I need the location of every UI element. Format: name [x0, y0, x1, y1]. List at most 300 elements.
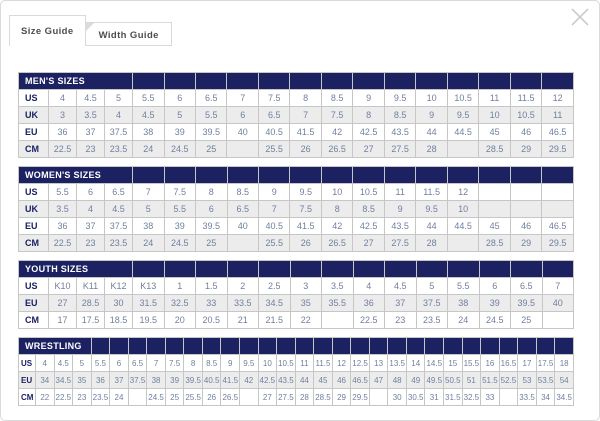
size-cell: 37 — [77, 124, 105, 141]
section-header-filler — [353, 261, 385, 278]
size-cell: 42.5 — [353, 124, 384, 141]
size-cell — [322, 312, 354, 329]
size-cell: 39.5 — [195, 124, 226, 141]
size-cell — [479, 184, 510, 201]
size-cell: 4.5 — [54, 355, 73, 372]
size-cell: 34.5 — [555, 389, 574, 406]
size-cell: 5 — [164, 107, 195, 124]
section-header-filler — [416, 167, 447, 184]
size-cell: 5 — [416, 278, 448, 295]
size-cell: 25.5 — [258, 235, 289, 252]
size-cell: 26.5 — [221, 389, 240, 406]
size-cell: 16 — [481, 355, 500, 372]
size-cell: 15.5 — [462, 355, 481, 372]
section-header-filler — [164, 261, 196, 278]
section-header-filler — [462, 338, 481, 355]
size-cell: 40.5 — [258, 124, 289, 141]
size-cell: 16.5 — [499, 355, 518, 372]
section-title: MEN'S SIZES — [19, 73, 133, 90]
section-header-filler — [259, 261, 291, 278]
size-cell: 22 — [36, 389, 55, 406]
size-cell: 24.5 — [147, 389, 166, 406]
size-cell: 42 — [321, 124, 352, 141]
size-cell: 31 — [425, 389, 444, 406]
size-cell: 37 — [385, 295, 417, 312]
size-cell — [499, 389, 518, 406]
youth-sizes-table — [18, 260, 574, 329]
section-header-filler — [510, 167, 541, 184]
row-label: EU — [19, 372, 36, 389]
size-cell: 27 — [353, 235, 384, 252]
section-header-filler — [353, 73, 384, 90]
size-cell: 17.5 — [536, 355, 555, 372]
size-cell: 26.5 — [321, 141, 352, 158]
size-cell: 6.5 — [195, 90, 226, 107]
women-s-sizes-table — [18, 166, 574, 252]
size-cell: 9.5 — [447, 107, 478, 124]
section-header-filler — [290, 167, 321, 184]
size-cell: 28.5 — [314, 389, 333, 406]
size-cell: 7 — [227, 90, 258, 107]
size-cell: 39 — [479, 295, 511, 312]
section-header-filler — [221, 338, 240, 355]
row-label: US — [19, 90, 49, 107]
size-cell: 23 — [77, 235, 105, 252]
section-header-filler — [416, 73, 447, 90]
size-cell: 27 — [353, 141, 384, 158]
size-cell — [447, 235, 478, 252]
size-cell: 31.5 — [444, 389, 463, 406]
size-cell: 10 — [321, 184, 352, 201]
size-cell: 7 — [290, 107, 321, 124]
size-cell: 4 — [77, 201, 105, 218]
size-cell: 10 — [258, 355, 277, 372]
section-header-filler — [290, 261, 322, 278]
size-cell: 29 — [332, 389, 351, 406]
size-cell: 27 — [258, 389, 277, 406]
row-label: UK — [19, 201, 49, 218]
size-cell: 6.5 — [227, 201, 258, 218]
size-cell: 10.5 — [447, 90, 478, 107]
size-cell: 6.5 — [128, 355, 147, 372]
size-cell: 9.5 — [240, 355, 259, 372]
row-label: EU — [19, 218, 49, 235]
size-cell: 42.5 — [353, 218, 384, 235]
section-title: WOMEN'S SIZES — [19, 167, 133, 184]
size-cell: 2.5 — [259, 278, 291, 295]
size-cell: K13 — [133, 278, 165, 295]
size-cell: 11.5 — [314, 355, 333, 372]
size-cell: 28 — [295, 389, 314, 406]
size-cell — [542, 312, 574, 329]
size-cell: 44 — [416, 218, 447, 235]
section-header-filler — [184, 338, 203, 355]
section-header-filler — [195, 73, 226, 90]
section-header-filler — [536, 338, 555, 355]
size-cell: 5.5 — [164, 201, 195, 218]
size-cell: 40.5 — [258, 218, 289, 235]
wrestling-table — [18, 337, 574, 406]
size-cell: 39 — [164, 124, 195, 141]
size-cell: 49 — [406, 372, 425, 389]
size-cell: 37 — [110, 372, 129, 389]
size-cell: 45 — [479, 124, 510, 141]
size-row-eu — [19, 295, 574, 312]
section-header-filler — [164, 167, 195, 184]
size-cell: 28 — [416, 141, 447, 158]
size-cell: 29 — [510, 141, 541, 158]
row-label: UK — [19, 107, 49, 124]
size-cell: 23 — [77, 141, 105, 158]
section-header-filler — [351, 338, 370, 355]
size-cell: 44 — [416, 124, 447, 141]
size-cell: 8.5 — [353, 201, 384, 218]
size-cell: 11 — [295, 355, 314, 372]
size-cell: 6 — [77, 184, 105, 201]
size-cell: 12.5 — [351, 355, 370, 372]
size-cell: 6 — [479, 278, 511, 295]
section-header-filler — [385, 261, 417, 278]
size-cell: 14.5 — [425, 355, 444, 372]
size-cell: 27.5 — [277, 389, 296, 406]
section-header-filler — [447, 167, 478, 184]
size-cell: 31.5 — [133, 295, 165, 312]
size-cell: 6.5 — [258, 107, 289, 124]
size-cell: 5.5 — [448, 278, 480, 295]
size-cell — [240, 389, 259, 406]
size-cell: 44.5 — [447, 218, 478, 235]
section-header-filler — [384, 73, 415, 90]
size-cell: 10.5 — [277, 355, 296, 372]
tab-width-guide-label: Width Guide — [98, 30, 159, 41]
size-cell: 2 — [227, 278, 259, 295]
section-header-filler — [321, 73, 352, 90]
size-cell: 37.5 — [105, 124, 133, 141]
size-cell: 10 — [447, 201, 478, 218]
size-cell: 20 — [164, 312, 196, 329]
size-cell: 21 — [227, 312, 259, 329]
size-cell — [128, 389, 147, 406]
size-cell: 19.5 — [133, 312, 165, 329]
size-cell: 36 — [49, 218, 77, 235]
size-cell: 7.5 — [290, 201, 321, 218]
size-cell: 4.5 — [105, 201, 133, 218]
size-cell: 34 — [536, 389, 555, 406]
size-cell: 24 — [110, 389, 129, 406]
row-label: US — [19, 278, 49, 295]
section-header-filler — [110, 338, 129, 355]
size-cell: 35 — [73, 372, 92, 389]
size-cell: 37.5 — [105, 218, 133, 235]
size-row-cm — [19, 389, 574, 406]
size-cell: 5.5 — [195, 107, 226, 124]
men-s-sizes-table — [18, 72, 574, 158]
section-title: YOUTH SIZES — [19, 261, 133, 278]
size-cell: 32.5 — [164, 295, 196, 312]
section-header-filler — [518, 338, 537, 355]
size-cell: 47 — [369, 372, 388, 389]
size-cell — [369, 389, 388, 406]
size-cell: 5.5 — [49, 184, 77, 201]
size-cell: 10.5 — [510, 107, 541, 124]
tables-container — [1, 46, 599, 406]
size-cell: 7.5 — [164, 184, 195, 201]
section-header-filler — [91, 338, 110, 355]
size-cell: 11.5 — [416, 184, 447, 201]
size-cell — [447, 141, 478, 158]
section-header-row — [19, 73, 574, 90]
size-cell: 5 — [105, 90, 133, 107]
size-cell: 14 — [406, 355, 425, 372]
section-header-filler — [258, 167, 289, 184]
size-cell: 4 — [105, 107, 133, 124]
section-header-filler — [277, 338, 296, 355]
size-row-uk — [19, 201, 574, 218]
size-cell: 35 — [290, 295, 322, 312]
size-cell: 39 — [164, 218, 195, 235]
size-cell: 18 — [555, 355, 574, 372]
size-cell: 8 — [290, 90, 321, 107]
size-cell: 27 — [49, 295, 77, 312]
size-cell: 3.5 — [49, 201, 77, 218]
section-header-filler — [202, 338, 221, 355]
size-cell: 42 — [240, 372, 259, 389]
row-label: EU — [19, 295, 49, 312]
size-row-us — [19, 90, 574, 107]
size-cell: 25.5 — [258, 141, 289, 158]
size-cell: 12 — [542, 90, 574, 107]
size-cell: 21.5 — [259, 312, 291, 329]
size-cell: 33 — [481, 389, 500, 406]
size-cell: 22 — [290, 312, 322, 329]
size-cell: 7 — [542, 278, 574, 295]
size-cell: 6 — [110, 355, 129, 372]
section-header-filler — [258, 73, 289, 90]
size-cell: 24.5 — [479, 312, 511, 329]
row-label: CM — [19, 312, 49, 329]
size-cell: 40.5 — [202, 372, 221, 389]
size-cell: 53 — [518, 372, 537, 389]
size-cell: 3.5 — [77, 107, 105, 124]
size-cell: 40 — [542, 295, 574, 312]
section-header-filler — [165, 338, 184, 355]
size-cell: 10 — [479, 107, 510, 124]
size-cell: 44 — [295, 372, 314, 389]
size-cell: 46 — [332, 372, 351, 389]
section-header-filler — [510, 73, 541, 90]
section-header-filler — [322, 261, 354, 278]
section-header-filler — [388, 338, 407, 355]
size-cell: 43.5 — [384, 124, 415, 141]
size-cell: 9.5 — [290, 184, 321, 201]
section-header-filler — [321, 167, 352, 184]
size-cell: 39.5 — [196, 218, 227, 235]
row-label: US — [19, 355, 36, 372]
size-cell: 27.5 — [384, 235, 415, 252]
section-header-filler — [258, 338, 277, 355]
size-cell: 26 — [290, 141, 321, 158]
section-header-filler — [369, 338, 388, 355]
size-cell: 44.5 — [447, 124, 478, 141]
section-header-filler — [133, 167, 164, 184]
size-row-cm — [19, 312, 574, 329]
size-cell: 40 — [227, 218, 258, 235]
size-cell — [542, 201, 574, 218]
size-cell: 24 — [448, 312, 480, 329]
section-header-filler — [479, 261, 511, 278]
size-cell: 8.5 — [227, 184, 258, 201]
size-cell: 38 — [448, 295, 480, 312]
size-cell: 42 — [321, 218, 352, 235]
size-cell: 4 — [353, 278, 385, 295]
size-cell: 42.5 — [258, 372, 277, 389]
size-cell: 17 — [49, 312, 77, 329]
section-header-filler — [542, 73, 574, 90]
section-header-filler — [133, 261, 165, 278]
size-cell: K11 — [77, 278, 105, 295]
size-row-eu — [19, 218, 574, 235]
size-cell: 34 — [36, 372, 55, 389]
size-cell: 8 — [196, 184, 227, 201]
size-cell: 4.5 — [385, 278, 417, 295]
size-cell: 37.5 — [416, 295, 448, 312]
size-cell: 4 — [36, 355, 55, 372]
size-cell: 43.5 — [277, 372, 296, 389]
size-cell: 7.5 — [321, 107, 352, 124]
size-cell: 22.5 — [353, 312, 385, 329]
size-cell: 23.5 — [105, 141, 133, 158]
size-cell: 52.5 — [499, 372, 518, 389]
size-cell: 38 — [133, 124, 164, 141]
size-row-eu — [19, 372, 574, 389]
size-cell: 33.5 — [227, 295, 259, 312]
size-cell: 41.5 — [221, 372, 240, 389]
size-cell: 3.5 — [322, 278, 354, 295]
size-cell: 36 — [91, 372, 110, 389]
size-cell: 22.5 — [49, 141, 77, 158]
size-cell: 3 — [290, 278, 322, 295]
size-cell: 26.5 — [321, 235, 352, 252]
tab-size-guide[interactable] — [9, 15, 86, 46]
size-cell: 1 — [164, 278, 196, 295]
section-header-row — [19, 338, 574, 355]
section-header-filler — [555, 338, 574, 355]
size-cell: 33.5 — [518, 389, 537, 406]
size-cell: 5.5 — [133, 90, 164, 107]
size-cell: 18.5 — [105, 312, 133, 329]
size-cell: 8.5 — [321, 90, 352, 107]
size-cell: 8.5 — [202, 355, 221, 372]
size-cell: 24.5 — [164, 235, 195, 252]
size-cell: 46.5 — [351, 372, 370, 389]
size-cell — [479, 201, 510, 218]
section-header-filler — [295, 338, 314, 355]
size-cell: 10 — [416, 90, 447, 107]
size-cell: 7.5 — [258, 90, 289, 107]
section-header-filler — [240, 338, 259, 355]
section-header-filler — [133, 73, 164, 90]
size-cell — [510, 201, 541, 218]
size-row-us — [19, 184, 574, 201]
size-cell: 53.5 — [536, 372, 555, 389]
size-cell: 29.5 — [542, 235, 574, 252]
size-cell: 48 — [388, 372, 407, 389]
tab-width-guide[interactable] — [84, 22, 172, 46]
size-cell: 23 — [73, 389, 92, 406]
section-header-filler — [332, 338, 351, 355]
size-cell: 29.5 — [542, 141, 574, 158]
size-cell: 34.5 — [259, 295, 291, 312]
size-cell: 5 — [133, 201, 164, 218]
size-cell: 12 — [332, 355, 351, 372]
section-header-filler — [128, 338, 147, 355]
size-cell: 6 — [196, 201, 227, 218]
size-cell: 25 — [195, 141, 226, 158]
size-cell: 40 — [227, 124, 258, 141]
size-cell: 29.5 — [351, 389, 370, 406]
size-cell: 22.5 — [54, 389, 73, 406]
size-cell: 28 — [416, 235, 447, 252]
size-cell: 37 — [77, 218, 105, 235]
size-cell: 7 — [133, 184, 164, 201]
size-cell: 38 — [147, 372, 166, 389]
section-header-filler — [384, 167, 415, 184]
size-cell: 23.5 — [91, 389, 110, 406]
size-cell: 43.5 — [384, 218, 415, 235]
section-header-filler — [353, 167, 384, 184]
size-cell: 15 — [444, 355, 463, 372]
size-cell: 46.5 — [542, 218, 574, 235]
section-header-filler — [542, 261, 574, 278]
size-cell: 24 — [133, 141, 164, 158]
size-cell: 29 — [510, 235, 541, 252]
size-cell: 22.5 — [49, 235, 77, 252]
size-cell: 49.5 — [425, 372, 444, 389]
size-cell: 5.5 — [91, 355, 110, 372]
size-cell: 11 — [384, 184, 415, 201]
row-label: EU — [19, 124, 49, 141]
size-row-us — [19, 355, 574, 372]
size-cell: 6 — [227, 107, 258, 124]
size-cell: 37.5 — [128, 372, 147, 389]
size-cell: 28.5 — [479, 141, 510, 158]
size-cell: 54 — [555, 372, 574, 389]
size-cell: 24.5 — [164, 141, 195, 158]
size-cell: 9 — [416, 107, 447, 124]
size-cell: 9.5 — [416, 201, 447, 218]
size-cell: 41.5 — [290, 124, 321, 141]
section-header-filler — [511, 261, 543, 278]
section-header-filler — [447, 73, 478, 90]
size-cell: 46 — [510, 124, 541, 141]
size-cell: 8 — [321, 201, 352, 218]
size-cell: 51.5 — [481, 372, 500, 389]
size-cell: 25 — [196, 235, 227, 252]
tab-size-guide-label: Size Guide — [21, 26, 74, 37]
section-header-filler — [314, 338, 333, 355]
size-cell: 7 — [258, 201, 289, 218]
size-cell: 23 — [385, 312, 417, 329]
section-header-filler — [147, 338, 166, 355]
size-cell — [542, 184, 574, 201]
size-cell: 11 — [542, 107, 574, 124]
section-header-row — [19, 261, 574, 278]
size-cell: 9 — [221, 355, 240, 372]
section-header-row — [19, 167, 574, 184]
size-cell: 10.5 — [353, 184, 384, 201]
size-cell: 35.5 — [322, 295, 354, 312]
section-header-filler — [196, 261, 228, 278]
